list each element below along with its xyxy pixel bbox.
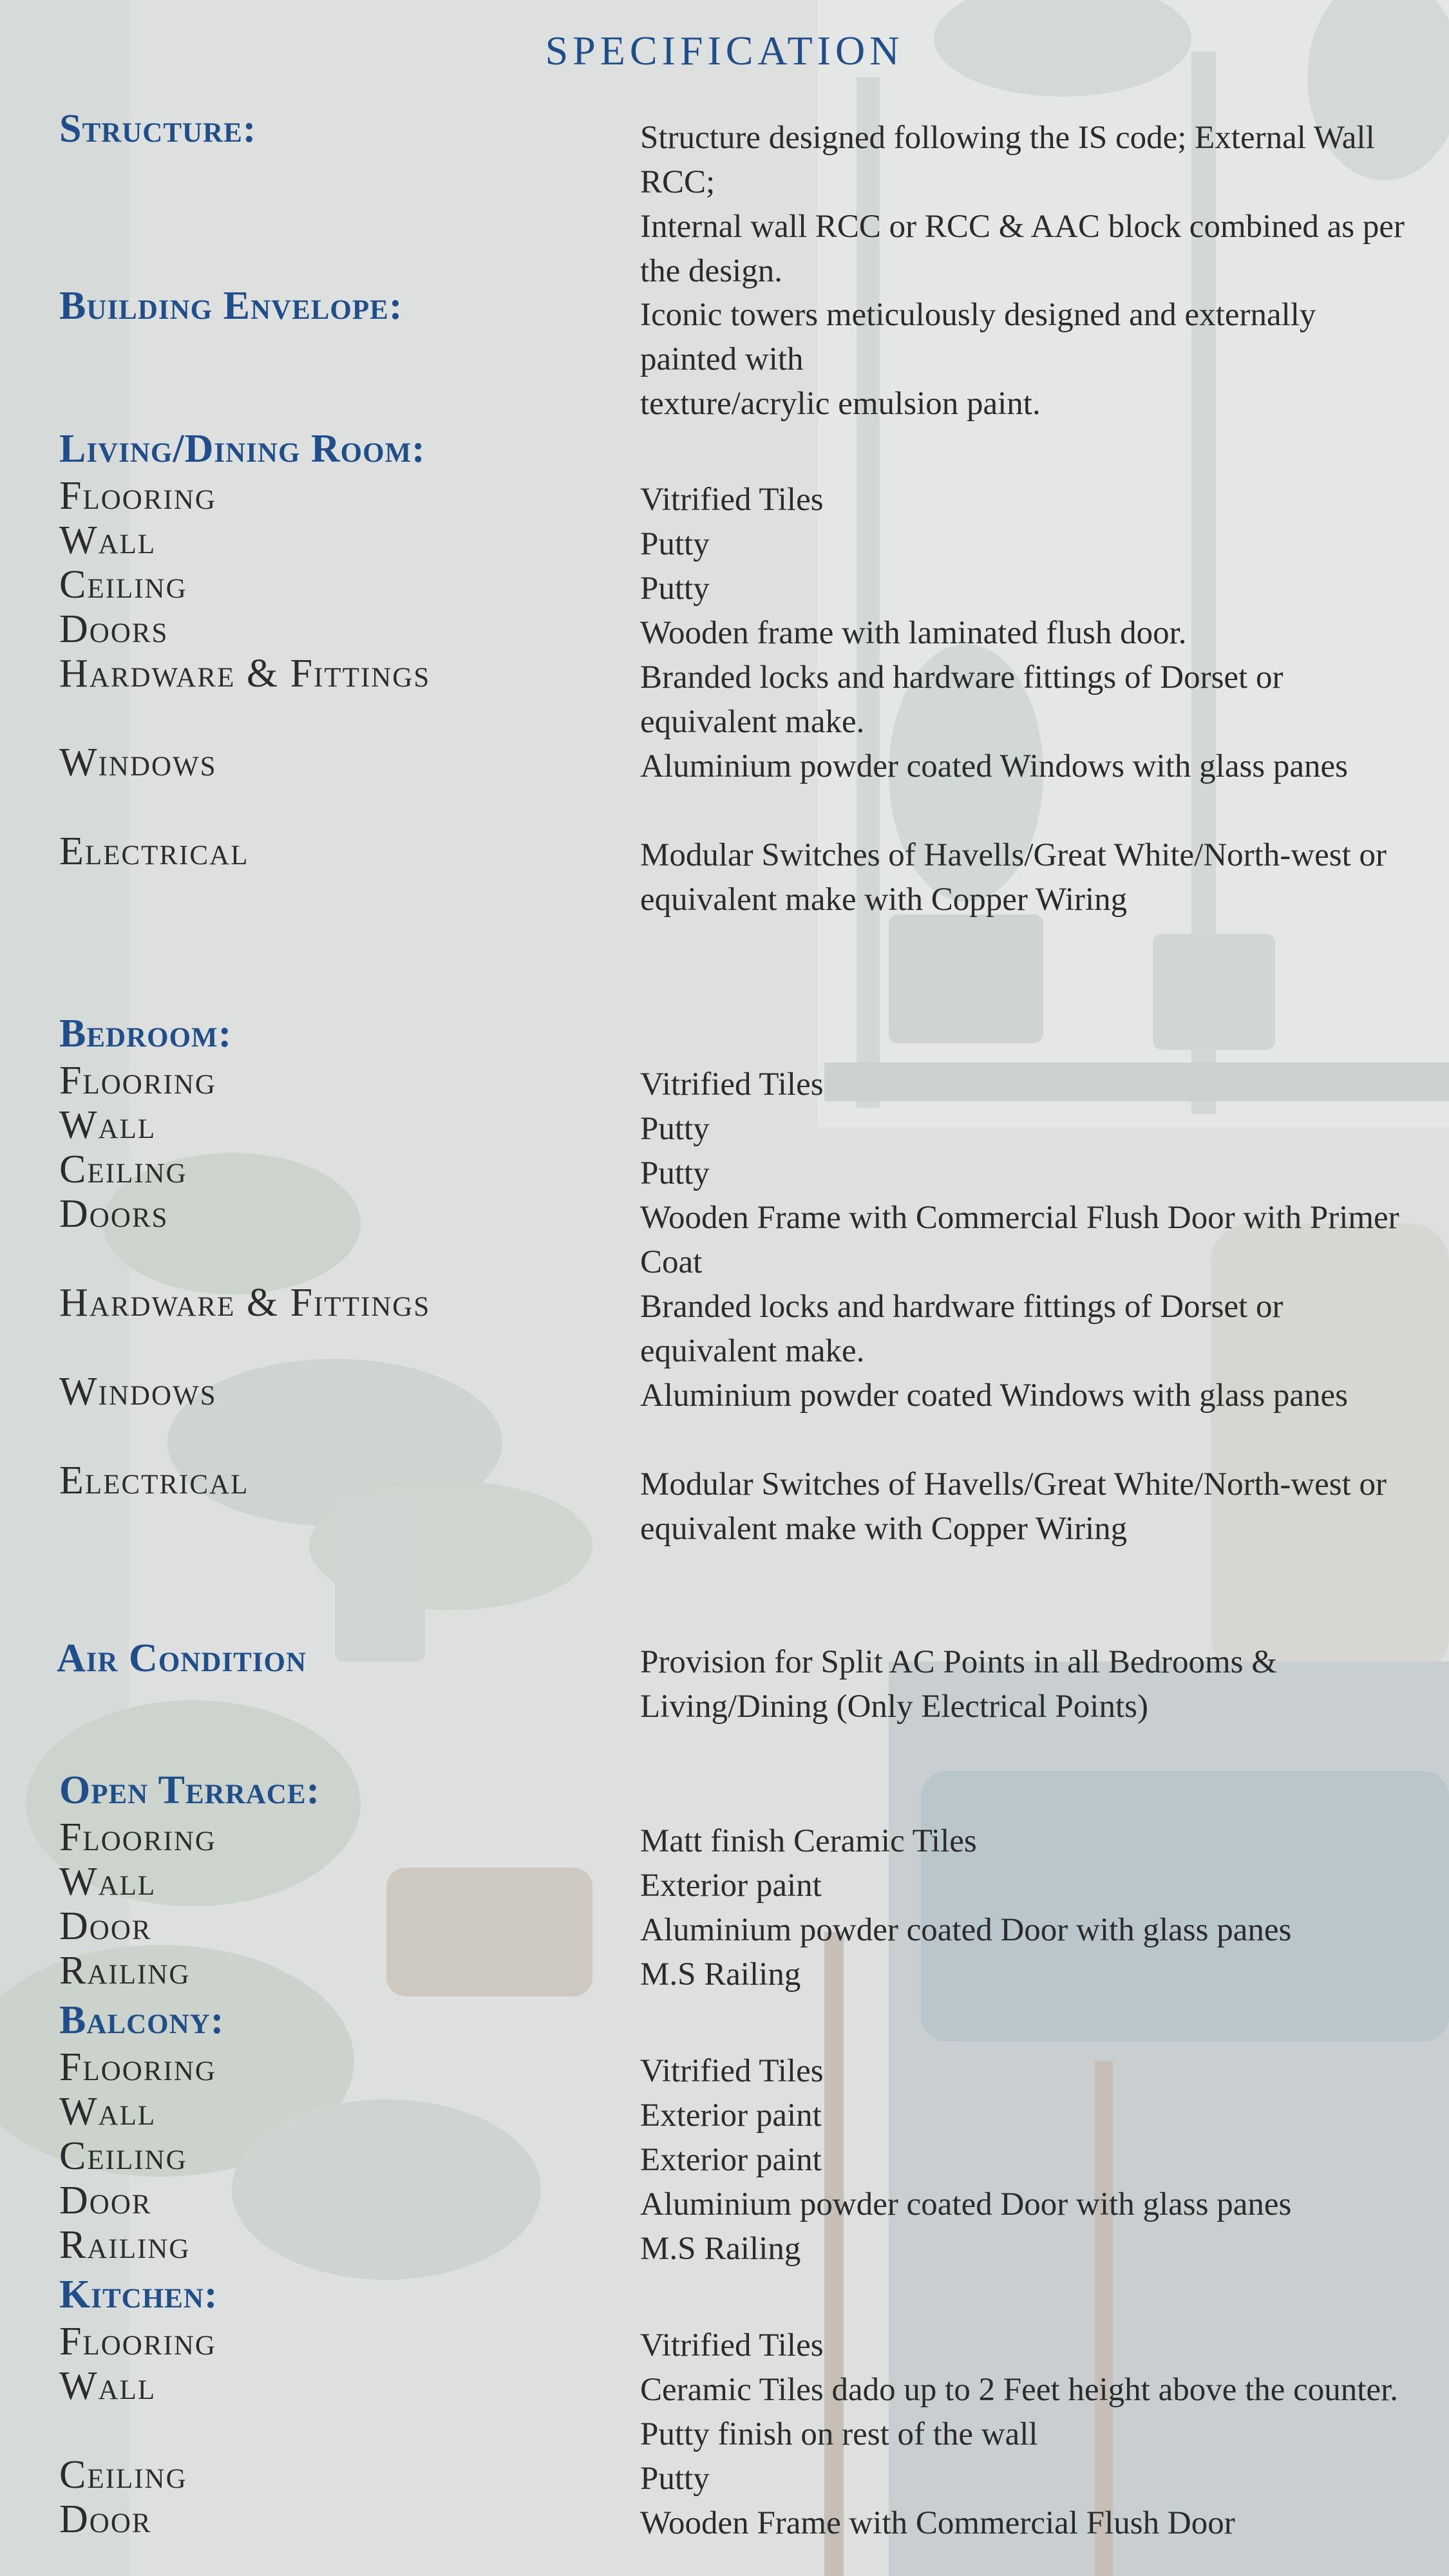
kitchen-label-wall: Wall	[59, 2364, 156, 2408]
kitchen-label-door: Door	[59, 2497, 152, 2541]
terrace-value-railing: M.S Railing	[640, 1956, 801, 1993]
living-value-flooring: Vitrified Tiles	[640, 482, 824, 518]
balcony-value-door: Aluminium powder coated Door with glass panes	[640, 2186, 1292, 2222]
heading-building-envelope: Building Envelope:	[59, 284, 403, 328]
living-label-wall: Wall	[59, 518, 156, 562]
balcony-label-ceiling: Ceiling	[59, 2134, 187, 2178]
living-label-hardware: Hardware & Fittings	[59, 652, 431, 696]
bedroom-label-ceiling: Ceiling	[59, 1148, 187, 1191]
kitchen-value-ceiling: Putty	[640, 2461, 710, 2497]
bedroom-label-flooring: Flooring	[59, 1059, 216, 1103]
living-value-doors: Wooden frame with laminated flush door.	[640, 615, 1187, 651]
terrace-value-flooring: Matt finish Ceramic Tiles	[640, 1823, 977, 1859]
living-value-ceiling: Putty	[640, 571, 710, 607]
balcony-value-railing: M.S Railing	[640, 2231, 801, 2267]
heading-air-condition: Air Condition	[57, 1636, 307, 1680]
bedroom-label-hardware: Hardware & Fittings	[59, 1281, 431, 1325]
bedroom-label-electrical: Electrical	[59, 1459, 249, 1502]
air-condition-value: Provision for Split AC Points in all Bedrooms & Living/Dining (Only Electrical Points)	[640, 1644, 1277, 1725]
structure-line: Structure designed following the IS code; External Wall RCC;	[640, 120, 1375, 200]
living-label-flooring: Flooring	[59, 474, 216, 518]
living-value-windows: Aluminium powder coated Windows with glass panes	[640, 748, 1349, 784]
balcony-label-flooring: Flooring	[59, 2045, 216, 2089]
kitchen-value-wall: Ceramic Tiles dado up to 2 Feet height above the counter. Putty finish on rest of the wall	[640, 2372, 1399, 2452]
balcony-value-ceiling: Exterior paint	[640, 2142, 822, 2178]
structure-value	[640, 116, 1419, 294]
bedroom-value-windows: Aluminium powder coated Windows with glass panes	[640, 1378, 1349, 1414]
heading-living-dining: Living/Dining Room:	[59, 427, 426, 471]
heading-balcony: Balcony:	[59, 1998, 225, 2042]
bedroom-value-flooring: Vitrified Tiles	[640, 1066, 824, 1103]
terrace-value-wall: Exterior paint	[640, 1868, 822, 1904]
heading-kitchen: Kitchen:	[59, 2273, 218, 2316]
bedroom-value-electrical: Modular Switches of Havells/Great White/North-west or equivalent make with Copper Wiring	[640, 1466, 1387, 1547]
terrace-value-door: Aluminium powder coated Door with glass panes	[640, 1912, 1292, 1948]
structure-line: Internal wall RCC or RCC & AAC block combined as per the design.	[640, 209, 1405, 289]
living-value-hardware: Branded locks and hardware fittings of Dorset or equivalent make.	[640, 659, 1283, 740]
bedroom-label-wall: Wall	[59, 1103, 156, 1147]
heading-open-terrace: Open Terrace:	[59, 1768, 321, 1812]
terrace-label-railing: Railing	[59, 1949, 191, 1993]
balcony-label-wall: Wall	[59, 2090, 156, 2134]
envelope-line: texture/acrylic emulsion paint.	[640, 386, 1041, 422]
bedroom-value-wall: Putty	[640, 1111, 710, 1147]
terrace-label-flooring: Flooring	[59, 1815, 216, 1859]
heading-structure: Structure:	[59, 107, 257, 151]
bedroom-label-windows: Windows	[59, 1370, 217, 1414]
balcony-label-door: Door	[59, 2179, 152, 2222]
living-label-doors: Doors	[59, 607, 169, 651]
living-label-electrical: Electrical	[59, 829, 249, 873]
living-value-wall: Putty	[640, 526, 710, 562]
page-title: SPECIFICATION	[545, 28, 904, 73]
bedroom-label-doors: Doors	[59, 1192, 169, 1236]
bedroom-value-hardware: Branded locks and hardware fittings of Dorset or equivalent make.	[640, 1289, 1283, 1369]
bedroom-value-doors: Wooden Frame with Commercial Flush Door with Primer Coat	[640, 1200, 1399, 1280]
kitchen-value-door: Wooden Frame with Commercial Flush Door	[640, 2505, 1235, 2541]
heading-bedroom: Bedroom:	[59, 1012, 232, 1056]
building-envelope-value	[640, 293, 1419, 426]
kitchen-label-flooring: Flooring	[59, 2320, 216, 2363]
balcony-label-railing: Railing	[59, 2223, 191, 2267]
living-label-ceiling: Ceiling	[59, 563, 187, 607]
living-value-electrical: Modular Switches of Havells/Great White/North-west or equivalent make with Copper Wiring	[640, 837, 1387, 918]
balcony-value-flooring: Vitrified Tiles	[640, 2053, 824, 2089]
balcony-value-wall: Exterior paint	[640, 2098, 822, 2134]
bedroom-value-ceiling: Putty	[640, 1155, 710, 1191]
kitchen-value-flooring: Vitrified Tiles	[640, 2327, 824, 2363]
terrace-label-door: Door	[59, 1904, 152, 1948]
living-label-windows: Windows	[59, 741, 217, 784]
terrace-label-wall: Wall	[59, 1860, 156, 1904]
kitchen-label-ceiling: Ceiling	[59, 2453, 187, 2497]
envelope-line: Iconic towers meticulously designed and externally painted with	[640, 297, 1316, 377]
